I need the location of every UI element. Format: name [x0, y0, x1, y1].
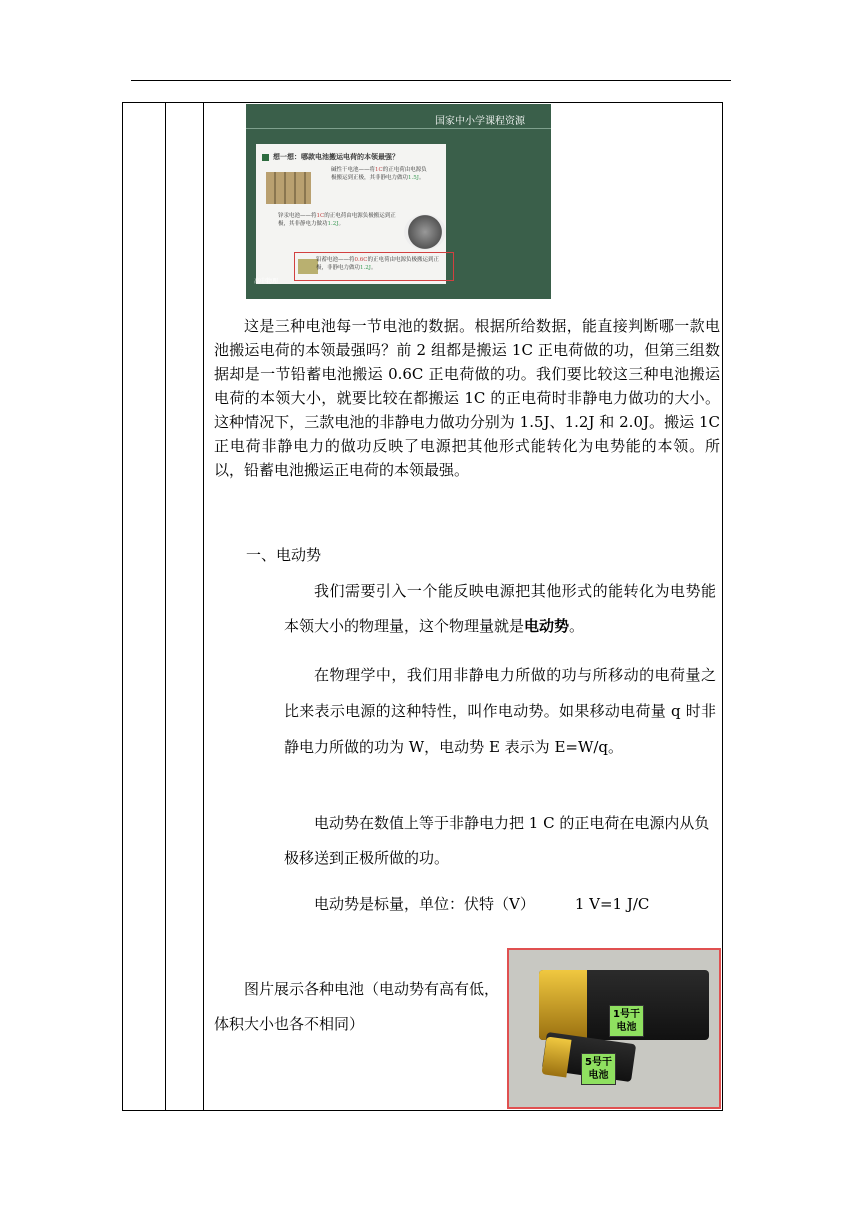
slide-card [256, 144, 446, 284]
emf-definition-paragraph: 在物理学中，我们用非静电力所做的功与所移动的电荷量之比来表示电源的这种特性，叫作电动势。如果移动电荷量 q 时非静电力所做的功为 W，电动势 E 表示为 E=W/q。 [284, 666, 716, 756]
aa-cell-label: 5号干 电池 [581, 1053, 616, 1085]
column-divider [165, 103, 166, 1110]
section-title: 一、电动势 [246, 546, 322, 564]
slide-item-zinc-mercury: 锌汞电池——将1C的正电荷由电源负极搬运到正极，其非静电力做功1.2J。 [278, 213, 396, 227]
emf-value-paragraph: 电动势在数值上等于非静电力把 1 C 的正电荷在电源内从负极移送到正极所做的功。 [284, 814, 710, 867]
slide-image [246, 104, 551, 299]
battery-comparison-paragraph: 这是三种电池每一节电池的数据。根据所给数据，能直接判断哪一款电池搬运电荷的本领最强吗？前 2 组都是搬运 1C 正电荷做的功，但第三组数据却是一节铅蓄电池搬运 0.6C 正电荷做的功。我们要比较这三种电池搬运电荷的本领大小，就要比较在都搬运 1C 的正电荷时非静电力做功的大小。这种情况下，三款电池的非静电力做功分别为 1.5J、1.2J 和 2.0J。搬运 1C 正电荷非静电力的做功反映了电源把其他形式能转化为电势能的本领。所以，铅蓄电池搬运正电荷的本领最强。 [214, 317, 720, 479]
alkaline-battery-picture [266, 172, 311, 204]
slide-title: 国家中小学课程资源 [435, 116, 525, 127]
battery-photo [507, 948, 721, 1109]
slide-item-lead-acid: 铅蓄电池——将0.6C的正电荷由电源负极搬运到正极，非静电力做功1.2J。 [316, 257, 439, 271]
header-rule [131, 80, 731, 81]
lead-acid-battery-picture [298, 259, 318, 274]
battery-photo-caption: 图片展示各种电池（电动势有高有低，体积大小也各不相同） [214, 980, 500, 1033]
d-cell-label: 1号干 电池 [609, 1005, 644, 1037]
aa-gold-band [541, 1036, 571, 1077]
emf-intro-paragraph: 我们需要引入一个能反映电源把其他形式的能转化为电势能本领大小的物理量，这个物理量就是电动势。 [284, 582, 716, 635]
d-cell-gold-band [539, 970, 587, 1040]
slide-footer: 高中物理 [254, 278, 279, 285]
slide-heading: 想一想：哪款电池搬运电荷的本领最强？ [262, 152, 399, 162]
slide-divider [246, 128, 551, 129]
slide-item-alkaline: 碱性干电池——将1C的正电荷由电源负极搬运到正极，其非静电力做功1.5J。 [331, 167, 427, 181]
unit-formula: 1 V=1 J/C [574, 895, 650, 913]
content-cell [204, 102, 722, 1111]
emf-unit-line: 电动势是标量，单位：伏特（V） 1 V=1 J/C [314, 892, 649, 916]
emf-term: 电动势 [524, 617, 570, 635]
button-cell-picture [404, 214, 446, 250]
